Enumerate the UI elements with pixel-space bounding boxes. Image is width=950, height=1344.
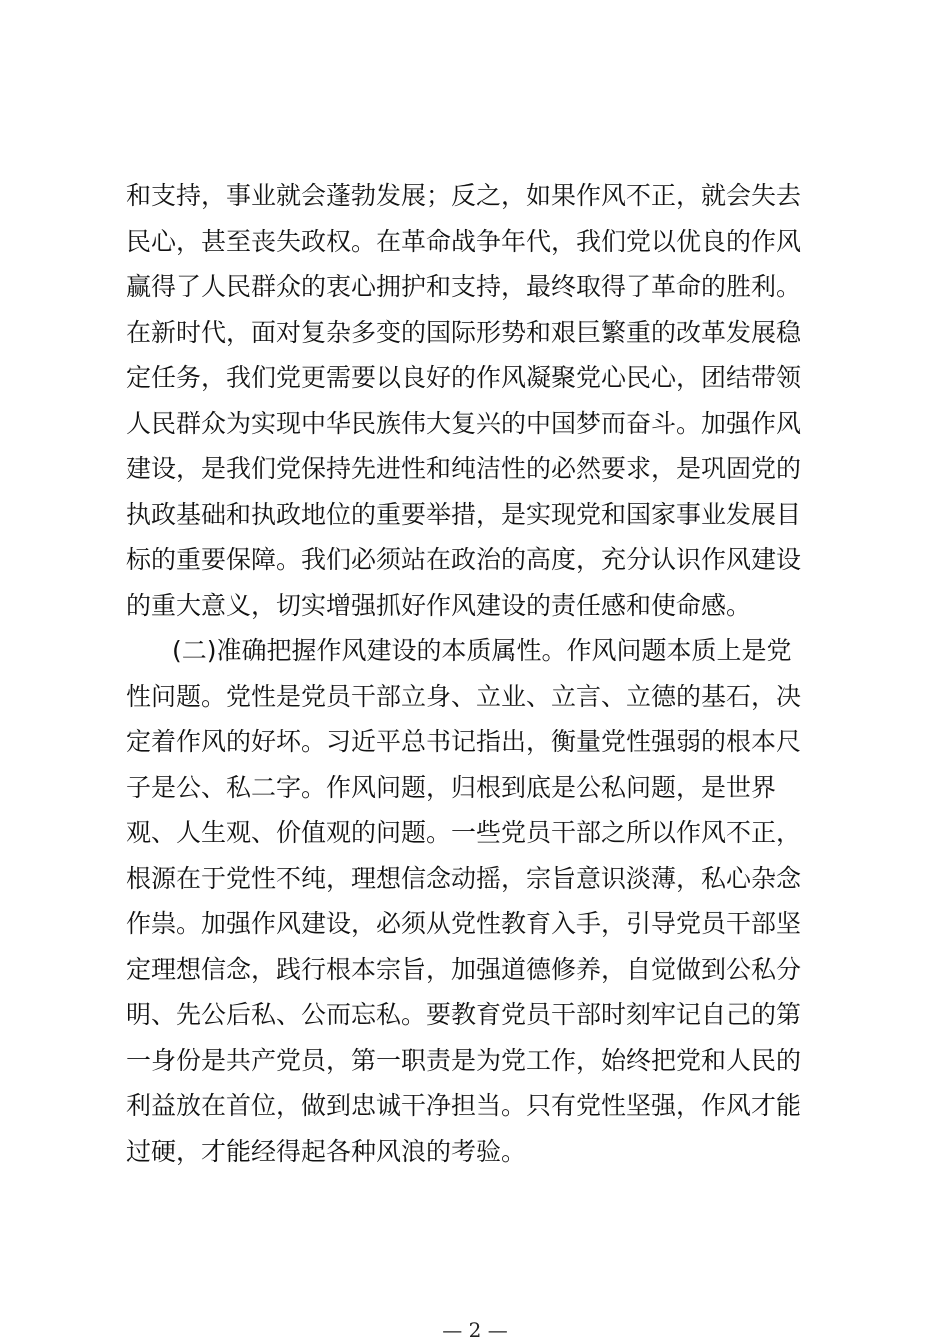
text-line: 在新时代，面对复杂多变的国际形势和艰巨繁重的改革发展稳 xyxy=(126,317,802,347)
text-line: 和支持，事业就会蓬勃发展；反之，如果作风不正，就会失去 xyxy=(126,181,802,210)
text-line: 人民群众为实现中华民族伟大复兴的中国梦而奋斗。加强作风 xyxy=(126,408,802,438)
text-line: 标的重要保障。我们必须站在政治的高度，充分认识作风建设 xyxy=(126,545,802,574)
text-line: 定着作风的好坏。习近平总书记指出，衡量党性强弱的根本尺 xyxy=(126,727,802,756)
text-line: 明、先公后私、公而忘私。要教育党员干部时刻牢记自己的第 xyxy=(126,1000,802,1029)
text-line: 利益放在首位，做到忠诚干净担当。只有党性坚强，作风才能 xyxy=(126,1091,802,1120)
text-line: 性问题。党性是党员干部立身、立业、立言、立德的基石，决 xyxy=(126,681,802,711)
text-line: 子是公、私二字。作风问题，归根到底是公私问题，是世界 xyxy=(126,772,777,802)
text-line: 民心，甚至丧失政权。在革命战争年代，我们党以优良的作风 xyxy=(126,226,802,256)
text-line: 定任务，我们党更需要以良好的作风凝聚党心民心，团结带领 xyxy=(126,363,802,392)
page-number: — 2 — xyxy=(442,1318,508,1342)
text-line: 观、人生观、价值观的问题。一些党员干部之所以作风不正， xyxy=(126,818,802,847)
text-line: 的重大意义，切实增强抓好作风建设的责任感和使命感。 xyxy=(126,590,752,620)
text-line: 作祟。加强作风建设，必须从党性教育入手，引导党员干部坚 xyxy=(126,909,802,938)
text-line: 一身份是共产党员，第一职责是为党工作，始终把党和人民的 xyxy=(126,1045,802,1075)
text-line: 赢得了人民群众的衷心拥护和支持，最终取得了革命的胜利。 xyxy=(126,272,802,301)
text-line: 建设，是我们党保持先进性和纯洁性的必然要求，是巩固党的 xyxy=(126,454,802,483)
section-heading-line: (二)准确把握作风建设的本质属性。作风问题本质上是党 xyxy=(172,636,792,665)
text-line: 定理想信念，践行根本宗旨，加强道德修养，自觉做到公私分 xyxy=(126,954,802,984)
text-line: 执政基础和执政地位的重要举措，是实现党和国家事业发展目 xyxy=(126,499,802,529)
text-line: 过硬，才能经得起各种风浪的考验。 xyxy=(126,1136,527,1166)
body-text xyxy=(126,173,826,1174)
text-line: 根源在于党性不纯，理想信念动摇，宗旨意识淡薄，私心杂念 xyxy=(126,863,802,893)
